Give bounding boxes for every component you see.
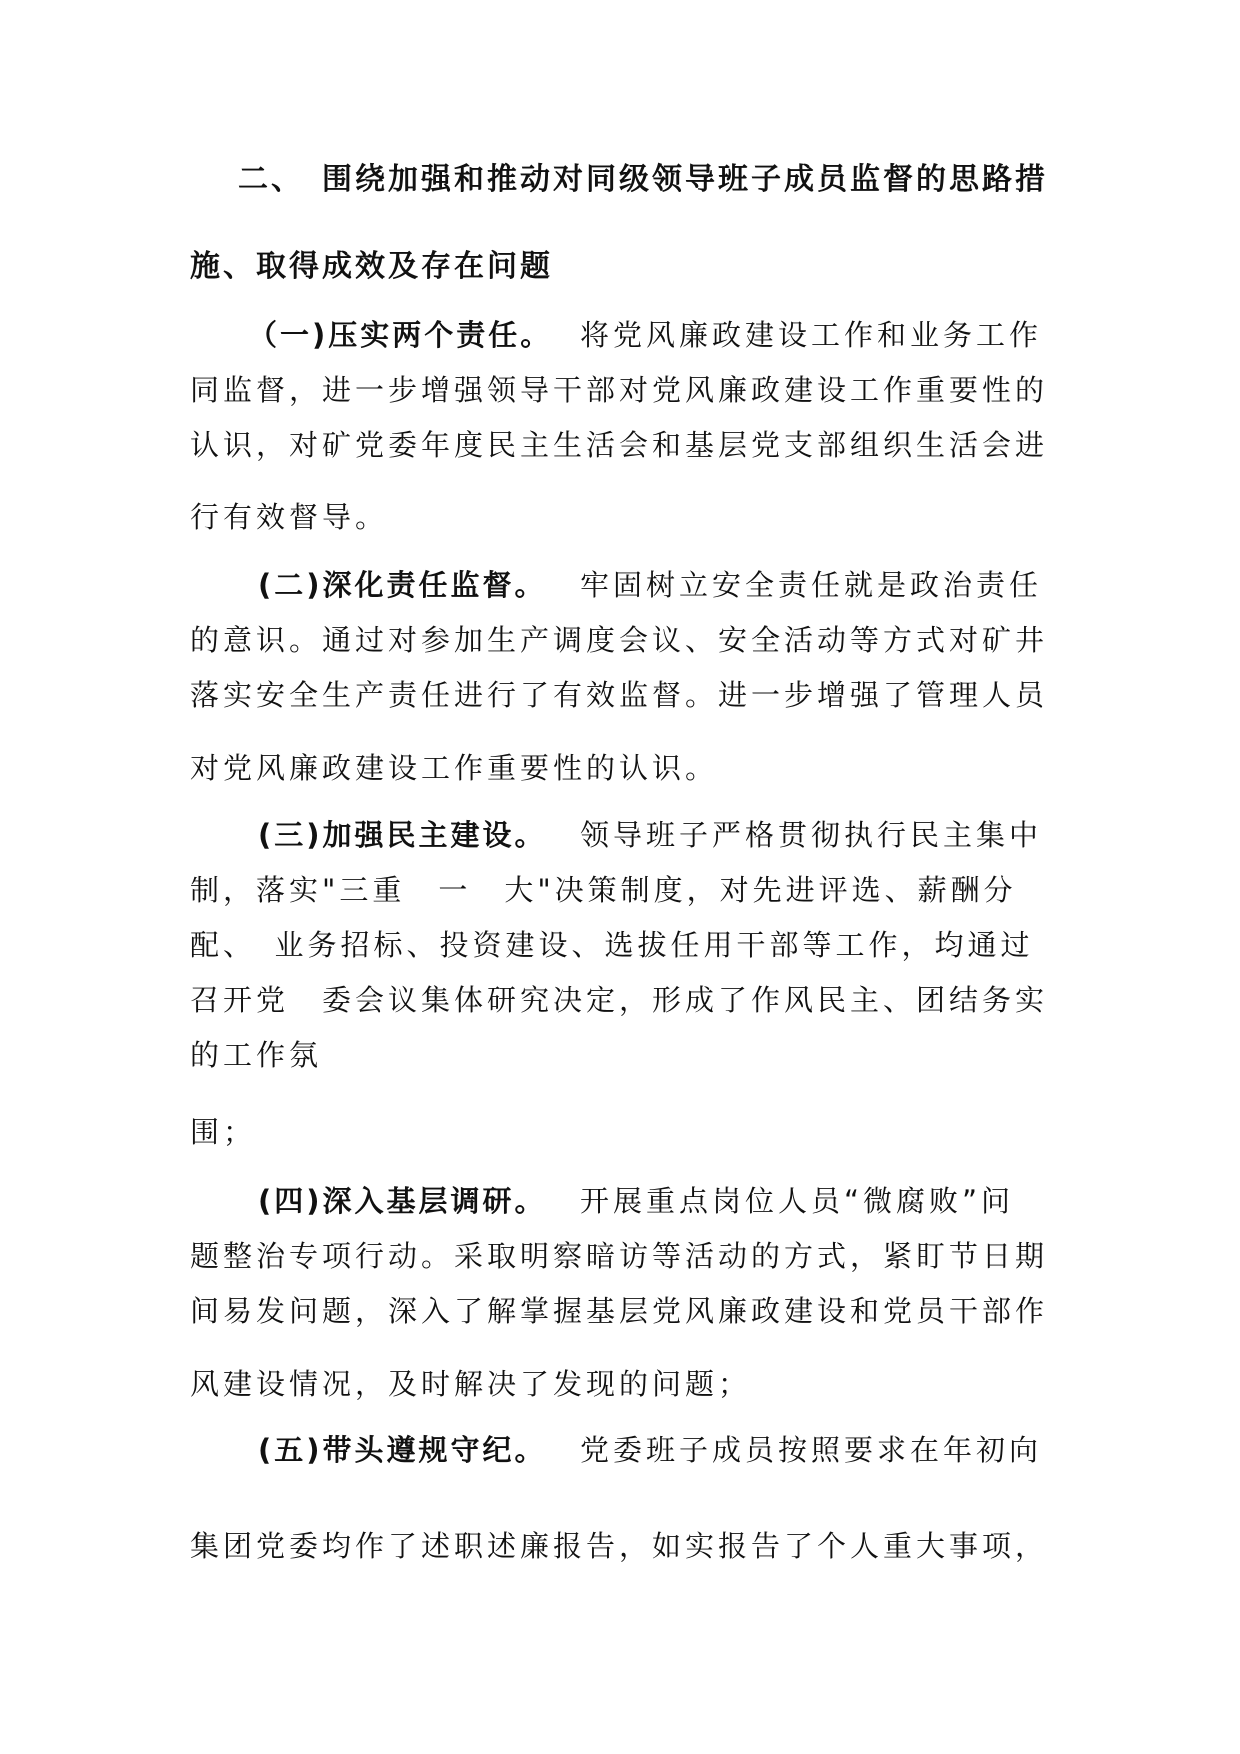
section-1-line-4: 行有效督导。 <box>190 500 389 534</box>
section-1-line-2: 同监督，进一步增强领导干部对党风廉政建设工作重要性的 <box>190 373 1049 407</box>
section-3-line-6: 围； <box>190 1115 257 1149</box>
heading-line-2: 施、取得成效及存在问题 <box>190 249 553 284</box>
section-3-line-4: 召开党 委会议集体研究决定，形成了作风民主、团结务实 <box>190 983 1049 1017</box>
heading-line-1: 二、 围绕加强和推动对同级领导班子成员监督的思路措 <box>238 162 1048 197</box>
section-5-title: (五)带头遵规守纪。 <box>258 1433 547 1467</box>
section-4-line-4: 风建设情况，及时解决了发现的问题； <box>190 1367 752 1401</box>
section-4-line-3: 间易发问题，深入了解掌握基层党风廉政建设和党员干部作 <box>190 1294 1049 1328</box>
section-2-line-1: 牢固树立安全责任就是政治责任 <box>580 568 1043 602</box>
section-3-line-1: 领导班子严格贯彻执行民主集中 <box>580 818 1043 852</box>
section-1-line-1: 将党风廉政建设工作和业务工作 <box>580 318 1043 352</box>
section-3-title: (三)加强民主建设。 <box>258 818 547 852</box>
section-3-line-2: 制，落实"三重 一 大"决策制度，对先进评选、薪酬分 <box>190 873 1017 907</box>
section-4-title: (四)深入基层调研。 <box>258 1184 547 1218</box>
section-4-line-2: 题整治专项行动。采取明察暗访等活动的方式，紧盯节日期 <box>190 1239 1049 1273</box>
section-2-line-4: 对党风廉政建设工作重要性的认识。 <box>190 751 719 785</box>
section-2-line-3: 落实安全生产责任进行了有效监督。进一步增强了管理人员 <box>190 678 1049 712</box>
section-4-line-1: 开展重点岗位人员“微腐败”问 <box>580 1184 1015 1218</box>
section-1-line-3: 认识，对矿党委年度民主生活会和基层党支部组织生活会进 <box>190 428 1049 462</box>
section-3-line-5: 的工作氛 <box>190 1038 323 1072</box>
section-5-line-1: 党委班子成员按照要求在年初向 <box>580 1433 1043 1467</box>
section-5-line-2: 集团党委均作了述职述廉报告，如实报告了个人重大事项， <box>190 1529 1049 1563</box>
section-2-title: (二)深化责任监督。 <box>258 568 547 602</box>
section-3-line-3: 配、 业务招标、投资建设、选拔任用干部等工作，均通过 <box>190 928 1034 962</box>
section-1-title: （一)压实两个责任。 <box>248 318 553 352</box>
section-2-line-2: 的意识。通过对参加生产调度会议、安全活动等方式对矿井 <box>190 623 1049 657</box>
